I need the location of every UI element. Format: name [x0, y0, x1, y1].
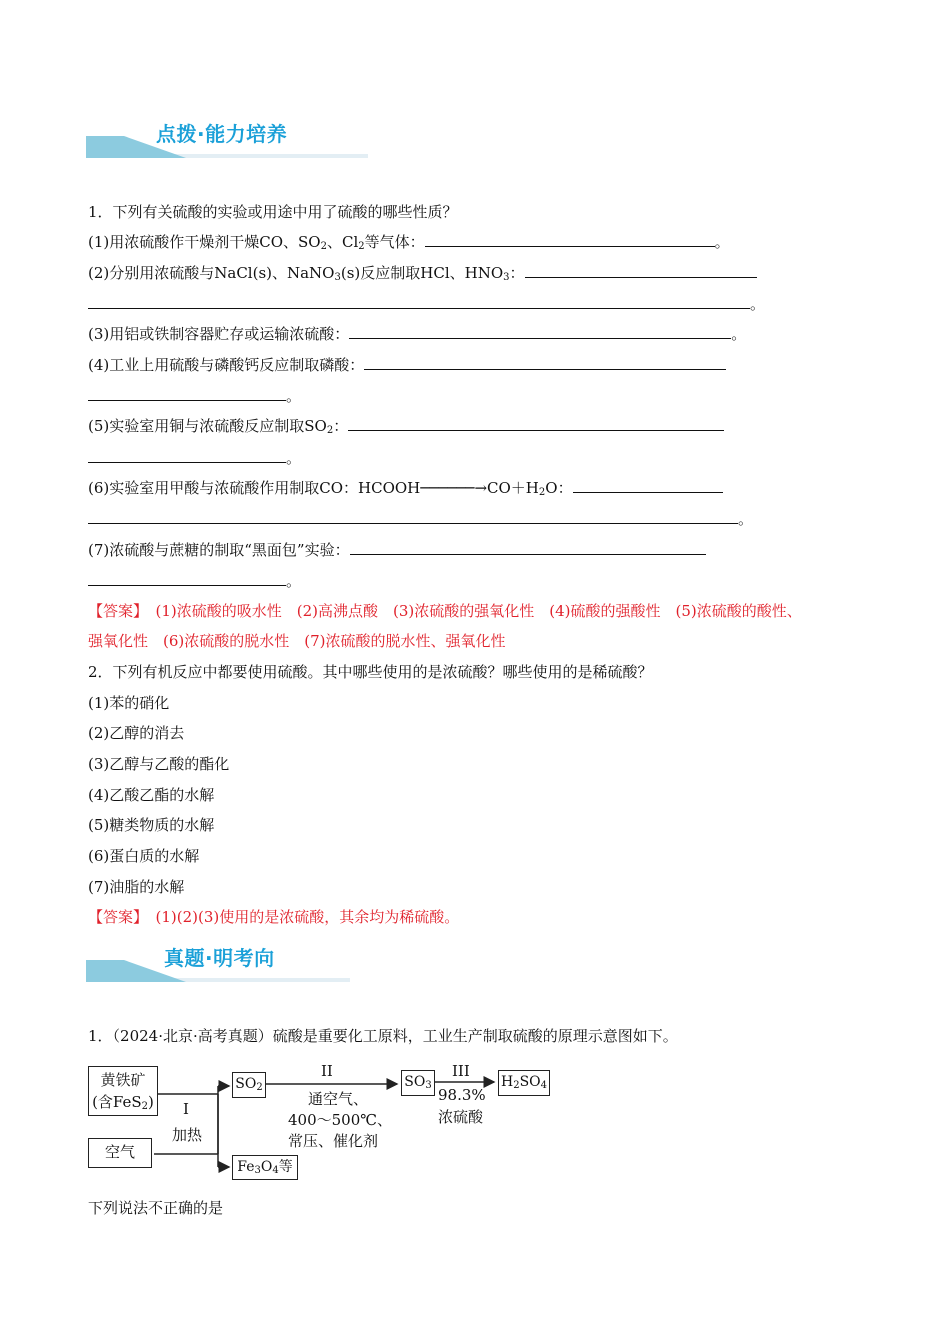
q2-item-5: (5)糖类物质的水解	[88, 816, 215, 834]
step-2-condition-3: 常压、催化剂	[288, 1132, 379, 1150]
step-1-label: I	[183, 1100, 189, 1118]
fe3o4-box: $Fe_3O_4$等	[232, 1155, 298, 1180]
question-3-prompt: 下列说法不正确的是	[88, 1199, 224, 1217]
pyrite-box: 黄铁矿 (含FeS$_2$)	[88, 1066, 158, 1116]
section-title: 点拨·能力培养	[156, 122, 288, 146]
q1-item-4-cont: 。	[88, 386, 301, 406]
answer-tag: 【答案】	[88, 602, 141, 620]
q1-item-7-cont: 。	[88, 571, 301, 591]
q2-item-6: (6)蛋白质的水解	[88, 847, 200, 865]
section-title: 真题·明考向	[164, 946, 275, 970]
air-box: 空气	[88, 1138, 152, 1168]
answer-blank[interactable]	[573, 478, 723, 493]
answer-blank[interactable]	[88, 294, 750, 309]
step-2-condition-2: 400～500℃、	[288, 1111, 393, 1129]
q2-item-2: (2)乙醇的消去	[88, 724, 185, 742]
q1-item-6-cont: 。	[88, 509, 753, 529]
reaction-arrow: ──────→	[420, 479, 488, 497]
q1-item-7: (7)浓硫酸与蔗糖的制取“黑面包”实验：	[88, 540, 706, 560]
q1-answer-line-2: 强氧化性 (6)浓硫酸的脱水性 (7)浓硫酸的脱水性、强氧化性	[88, 632, 506, 650]
q1-item-5: (5)实验室用铜与浓硫酸反应制取$SO_2$：	[88, 416, 724, 436]
q1-answer-line-1: 【答案】 (1)浓硫酸的吸水性 (2)高沸点酸 (3)浓硫酸的强氧化性 (4)硫酸的强酸性 (5)浓硫酸的酸性、	[88, 602, 802, 620]
step-1-condition: 加热	[172, 1126, 203, 1144]
q1-item-3: (3)用铝或铁制容器贮存或运输浓硫酸： 。	[88, 325, 747, 343]
answer-blank[interactable]	[350, 540, 706, 555]
q2-item-7: (7)油脂的水解	[88, 878, 185, 896]
step-3-label: III	[452, 1062, 470, 1080]
step-3-condition-2: 浓硫酸	[438, 1108, 484, 1126]
q1-item-5-cont: 。	[88, 448, 301, 468]
sulfuric-acid-process-diagram	[86, 1060, 566, 1185]
q1-item-1: (1)用浓硫酸作干燥剂干燥CO、$SO_2$、$Cl_2$等气体： 。	[88, 233, 730, 252]
question-3-stem: 1．（2024·北京·高考真题）硫酸是重要化工原料，工业生产制取硫酸的原理示意图如下。	[88, 1027, 678, 1045]
answer-tag: 【答案】	[88, 908, 141, 926]
q2-item-1: (1)苯的硝化	[88, 694, 170, 712]
answer-blank[interactable]	[525, 263, 757, 278]
section-heading-ability	[86, 118, 368, 162]
answer-blank[interactable]	[88, 509, 738, 524]
q1-item-4: (4)工业上用硫酸与磷酸钙反应制取磷酸：	[88, 355, 726, 375]
q2-item-3: (3)乙醇与乙酸的酯化	[88, 755, 230, 773]
q1-item-2: (2)分别用浓硫酸与NaCl(s)、NaNO$_3$(s)反应制取HCl、$HNO_3$：	[88, 263, 757, 283]
question-2-stem: 2．下列有机反应中都要使用硫酸。其中哪些使用的是浓硫酸？哪些使用的是稀硫酸？	[88, 663, 653, 681]
q1-item-6: (6)实验室用甲酸与浓硫酸作用制取CO：$HCOOH──────\to CO+H_2O$：	[88, 478, 723, 498]
step-3-condition-1: 98.3%	[438, 1086, 486, 1104]
q2-answer: 【答案】 (1)(2)(3)使用的是浓硫酸，其余均为稀硫酸。	[88, 908, 460, 926]
question-1-stem: 1．下列有关硫酸的实验或用途中用了硫酸的哪些性质？	[88, 203, 458, 221]
heading-decoration	[86, 960, 124, 982]
so3-box: $SO_3$	[401, 1070, 435, 1096]
answer-blank[interactable]	[425, 232, 715, 247]
answer-blank[interactable]	[88, 571, 286, 586]
answer-blank[interactable]	[348, 416, 724, 431]
answer-blank[interactable]	[364, 355, 726, 370]
answer-blank[interactable]	[88, 386, 286, 401]
h2so4-box: $H_2SO_4$	[498, 1070, 550, 1096]
heading-decoration	[86, 136, 124, 158]
step-2-condition-1: 通空气、	[308, 1090, 369, 1108]
step-2-label: II	[321, 1062, 333, 1080]
q1-item-2-cont: 。	[88, 294, 765, 314]
section-heading-exam	[86, 942, 350, 986]
so2-box: $SO_2$	[232, 1072, 266, 1098]
q2-item-4: (4)乙酸乙酯的水解	[88, 786, 215, 804]
answer-blank[interactable]	[88, 448, 286, 463]
answer-blank[interactable]	[349, 324, 731, 339]
